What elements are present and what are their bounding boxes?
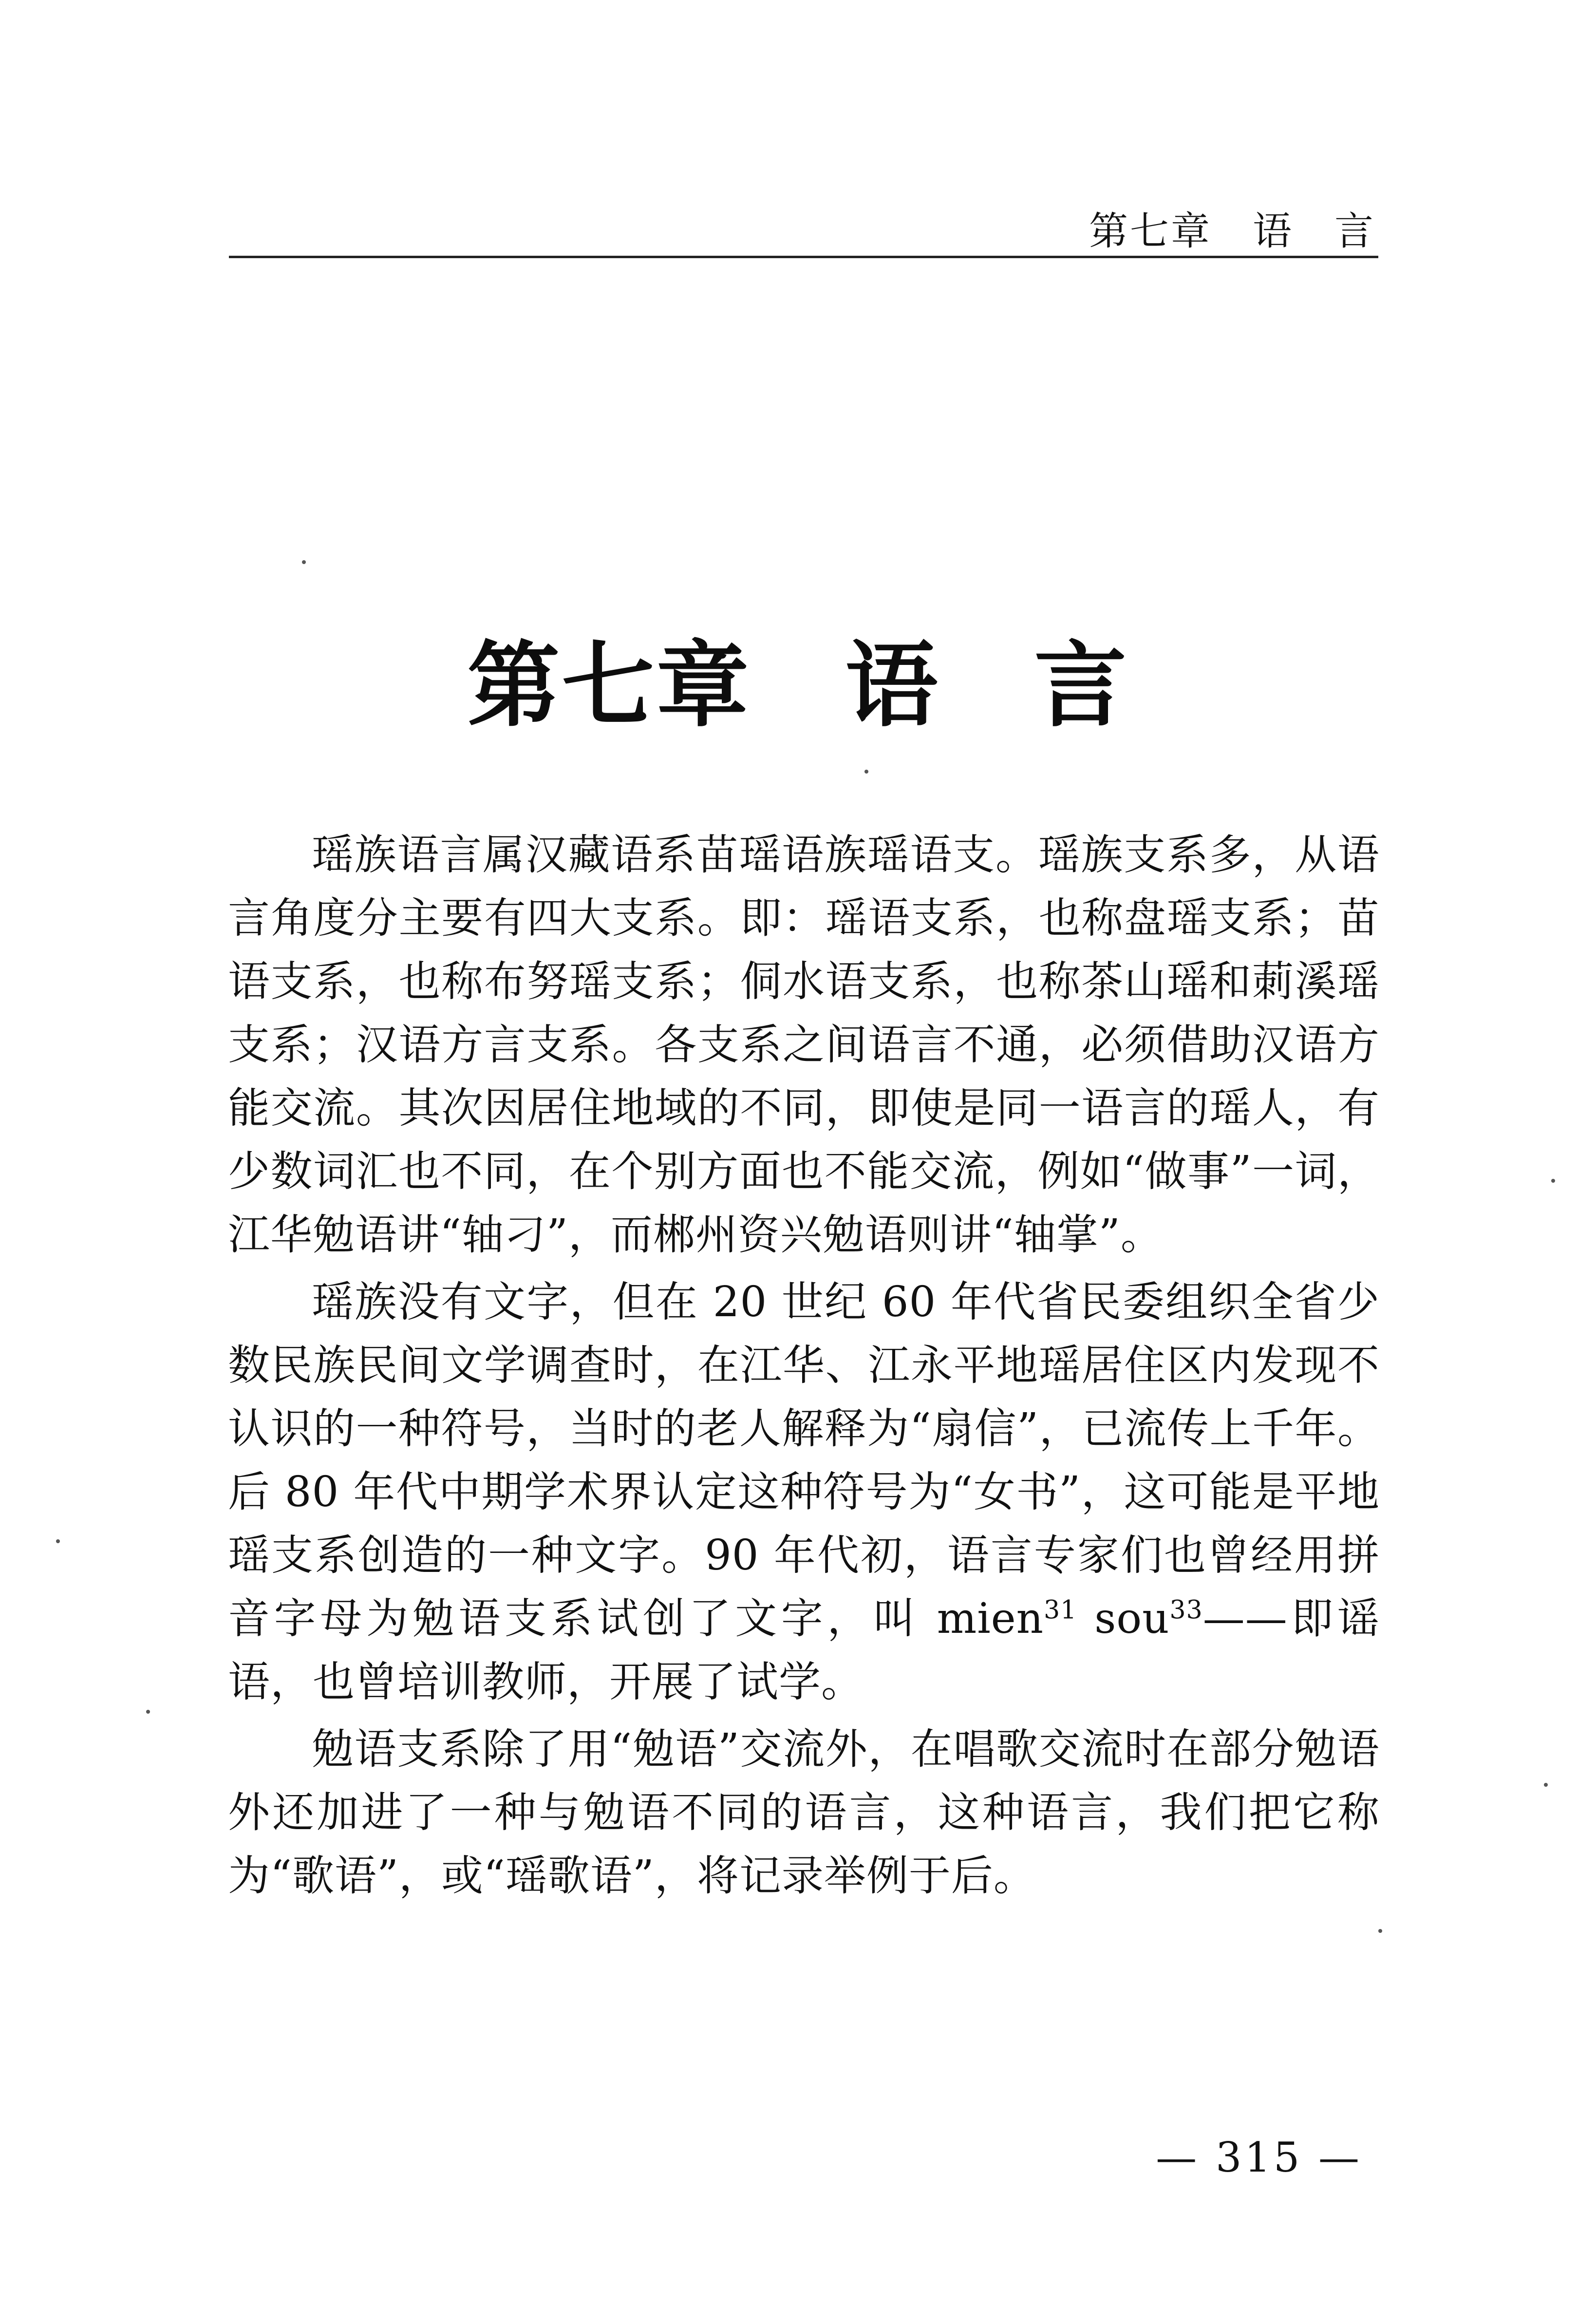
scan-speck	[1551, 1179, 1555, 1183]
scan-speck	[1544, 1783, 1548, 1787]
paragraph-2-text-after: ——即谣语，也曾培训教师，开展了试学。	[228, 1594, 1380, 1706]
running-header: 第七章 语 言	[1089, 208, 1375, 254]
header-rule	[229, 256, 1378, 258]
pinyin-mien: mien	[937, 1594, 1044, 1643]
tone-mark-33: 33	[1169, 1595, 1203, 1625]
scan-speck	[1378, 1929, 1382, 1933]
scan-speck	[302, 560, 306, 564]
body-text	[228, 823, 1380, 1911]
scan-speck	[146, 1710, 150, 1714]
scan-speck	[56, 1539, 60, 1543]
scan-speck	[864, 770, 868, 774]
page-number: — 315 —	[1156, 2134, 1362, 2181]
paragraph-2-text-before: 瑶族没有文字，但在 20 世纪 60 年代省民委组织全省少数民族民间文学调查时，在江华、江永平地瑶居住区内发现不认识的一种符号，当时的老人解释为“扇信”，已流传上千年。后 80 年代中期学术界认定这种符号为“女书”，这可能是平地瑶支系创造的一种文字。90 年代初，语言专家们也曾经用拼音字母为勉语支系试创了文字，叫	[228, 1278, 1380, 1643]
pinyin-sou: sou	[1077, 1594, 1170, 1643]
chapter-title: 第七章 语 言	[467, 632, 1129, 739]
paragraph-2	[228, 1270, 1380, 1714]
paragraph-3: 勉语支系除了用“勉语”交流外，在唱歌交流时在部分勉语外还加进了一种与勉语不同的语言，这种语言，我们把它称为“歌语”，或“瑶歌语”，将记录举例于后。	[228, 1725, 1380, 1900]
paragraph-1: 瑶族语言属汉藏语系苗瑶语族瑶语支。瑶族支系多，从语言角度分主要有四大支系。即：瑶语支系，也称盘瑶支系；苗语支系，也称布努瑶支系；侗水语支系，也称茶山瑶和莿溪瑶支系；汉语方言支系。各支系之间语言不通，必须借助汉语方能交流。其次因居住地域的不同，即使是同一语言的瑶人，有少数词汇也不同，在个别方面也不能交流，例如“做事”一词，江华勉语讲“轴刁”，而郴州资兴勉语则讲“轴掌”。	[228, 831, 1380, 1259]
tone-mark-31: 31	[1044, 1595, 1077, 1625]
